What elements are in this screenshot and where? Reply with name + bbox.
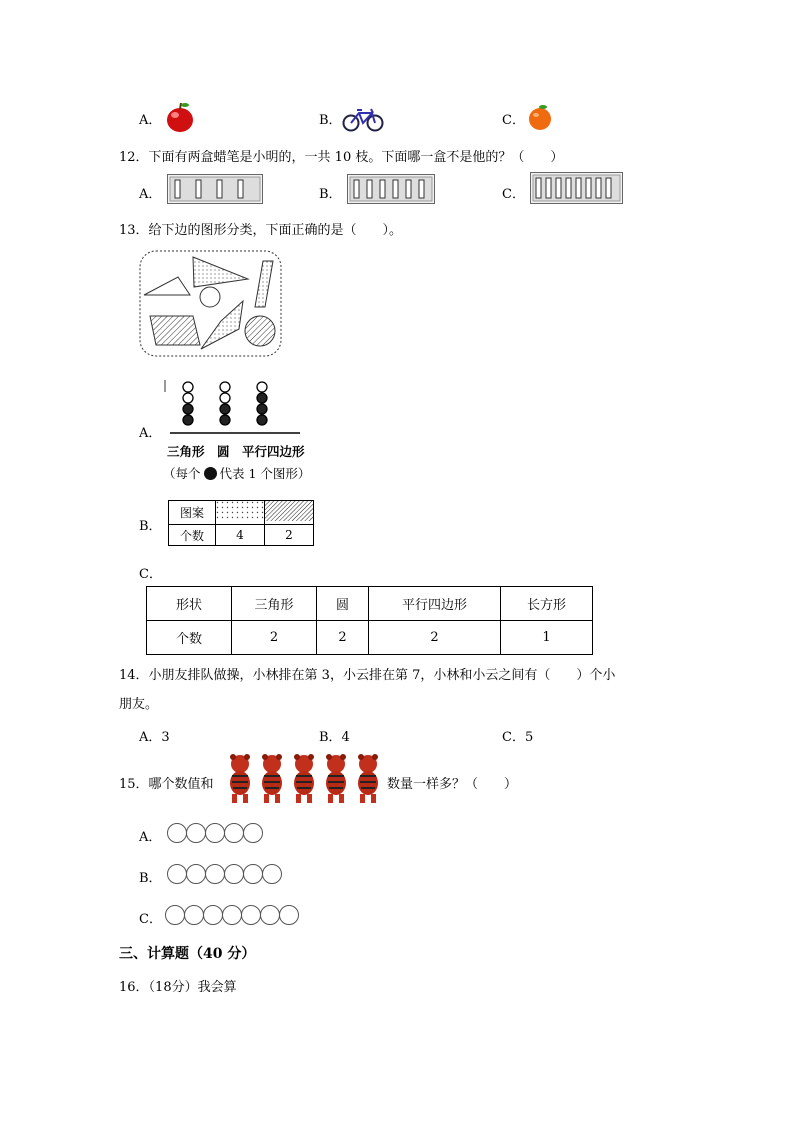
q11-option-b-label: B． (319, 113, 342, 128)
q15-option-c-circles (165, 905, 298, 925)
option-c-header-2: 圆 (317, 587, 369, 621)
q14-question-line1: 14．小朋友排队做操，小林排在第 3，小云排在第 7，小林和小云之间有（ ）个小 (119, 668, 616, 683)
q15-option-b-label: B． (139, 871, 162, 886)
q12-question: 12．下面有两盒蜡笔是小明的，一共 10 枝。下面哪一盒不是他的？（ ） (119, 150, 564, 165)
option-c-header-0: 形状 (147, 587, 232, 621)
q11-option-a-label: A． (139, 113, 162, 128)
circle-icon (243, 864, 263, 884)
pictograph-note-post: 代表 1 个图形） (219, 466, 311, 481)
circle-icon (224, 864, 244, 884)
option-b-row2-label: 个数 (169, 525, 216, 546)
q15-option-a-label: A． (139, 830, 162, 845)
bicycle-icon (342, 103, 384, 133)
q15-option-a-circles (167, 823, 262, 843)
q14-question-line2: 朋友。 (119, 697, 159, 712)
option-c-header-1: 三角形 (232, 587, 317, 621)
tiger-icon (256, 752, 288, 804)
q13-option-c-label: C． (139, 567, 162, 582)
option-b-row1-label: 图案 (169, 501, 216, 525)
q13-question: 13．给下边的图形分类，下面正确的是（ ）。 (119, 223, 403, 238)
circle-icon (205, 864, 225, 884)
q12-option-a-label: A． (139, 187, 162, 202)
circle-icon (167, 823, 187, 843)
crayon-box-c (530, 172, 623, 204)
circle-icon (186, 823, 206, 843)
circle-icon (167, 864, 187, 884)
tiger-icon (288, 752, 320, 804)
option-b-value-2: 2 (265, 525, 314, 546)
pictograph (160, 378, 305, 438)
q16-question: 16．（18分）我会算 (119, 980, 237, 995)
pictograph-col-parallelogram (257, 382, 267, 425)
apple-icon (163, 100, 197, 134)
q11-option-c-label: C． (502, 113, 525, 128)
q13-option-b-label: B． (139, 519, 162, 534)
pictograph-note (163, 464, 310, 482)
option-b-dotted-pattern (216, 501, 265, 525)
tiger-icon (352, 752, 384, 804)
pictograph-axis-labels: 三角形 圆 平行四边形 (167, 444, 305, 459)
circle-icon (262, 864, 282, 884)
option-c-cell-4: 1 (501, 621, 593, 655)
filled-circle-icon (204, 467, 217, 480)
circle-icon (184, 905, 204, 925)
option-c-cell-2: 2 (317, 621, 369, 655)
option-c-cell-1: 2 (232, 621, 317, 655)
option-b-hatched-pattern (265, 501, 314, 525)
q12-option-c-label: C． (502, 187, 525, 202)
circle-icon (279, 905, 299, 925)
tiger-icon (224, 752, 256, 804)
q14-option-a: A．3 (139, 730, 170, 745)
orange-icon (526, 102, 554, 132)
q12-option-b-label: B． (319, 187, 342, 202)
crayon-box-b (347, 174, 435, 204)
shapes-figure (138, 249, 283, 359)
circle-icon (205, 823, 225, 843)
q14-option-c: C．5 (502, 730, 534, 745)
option-c-cell-3: 2 (369, 621, 501, 655)
option-c-table (146, 586, 593, 655)
pictograph-col-triangle (183, 382, 193, 425)
q15-option-c-label: C． (139, 912, 162, 927)
tiger-group (224, 752, 384, 804)
q13-option-a-label: A． (139, 426, 162, 441)
option-c-header-4: 长方形 (501, 587, 593, 621)
q15-option-b-circles (167, 864, 281, 884)
circle-icon (241, 905, 261, 925)
option-b-table (168, 500, 314, 546)
option-b-value-1: 4 (216, 525, 265, 546)
option-c-cell-0: 个数 (147, 621, 232, 655)
circle-icon (222, 905, 242, 925)
pictograph-col-circle (220, 382, 230, 425)
q14-option-b: B．4 (319, 730, 350, 745)
circle-icon (165, 905, 185, 925)
circle-icon (186, 864, 206, 884)
pictograph-note-pre: （每个 (163, 466, 201, 481)
q15-question-post: 数量一样多？（ ） (387, 777, 518, 792)
section-title: 三、计算题（40 分） (119, 946, 256, 962)
q15-question-pre: 15．哪个数值和 (119, 777, 214, 792)
circle-icon (243, 823, 263, 843)
circle-icon (224, 823, 244, 843)
circle-icon (203, 905, 223, 925)
crayon-box-a (167, 174, 263, 204)
option-c-header-3: 平行四边形 (369, 587, 501, 621)
circle-icon (260, 905, 280, 925)
tiger-icon (320, 752, 352, 804)
